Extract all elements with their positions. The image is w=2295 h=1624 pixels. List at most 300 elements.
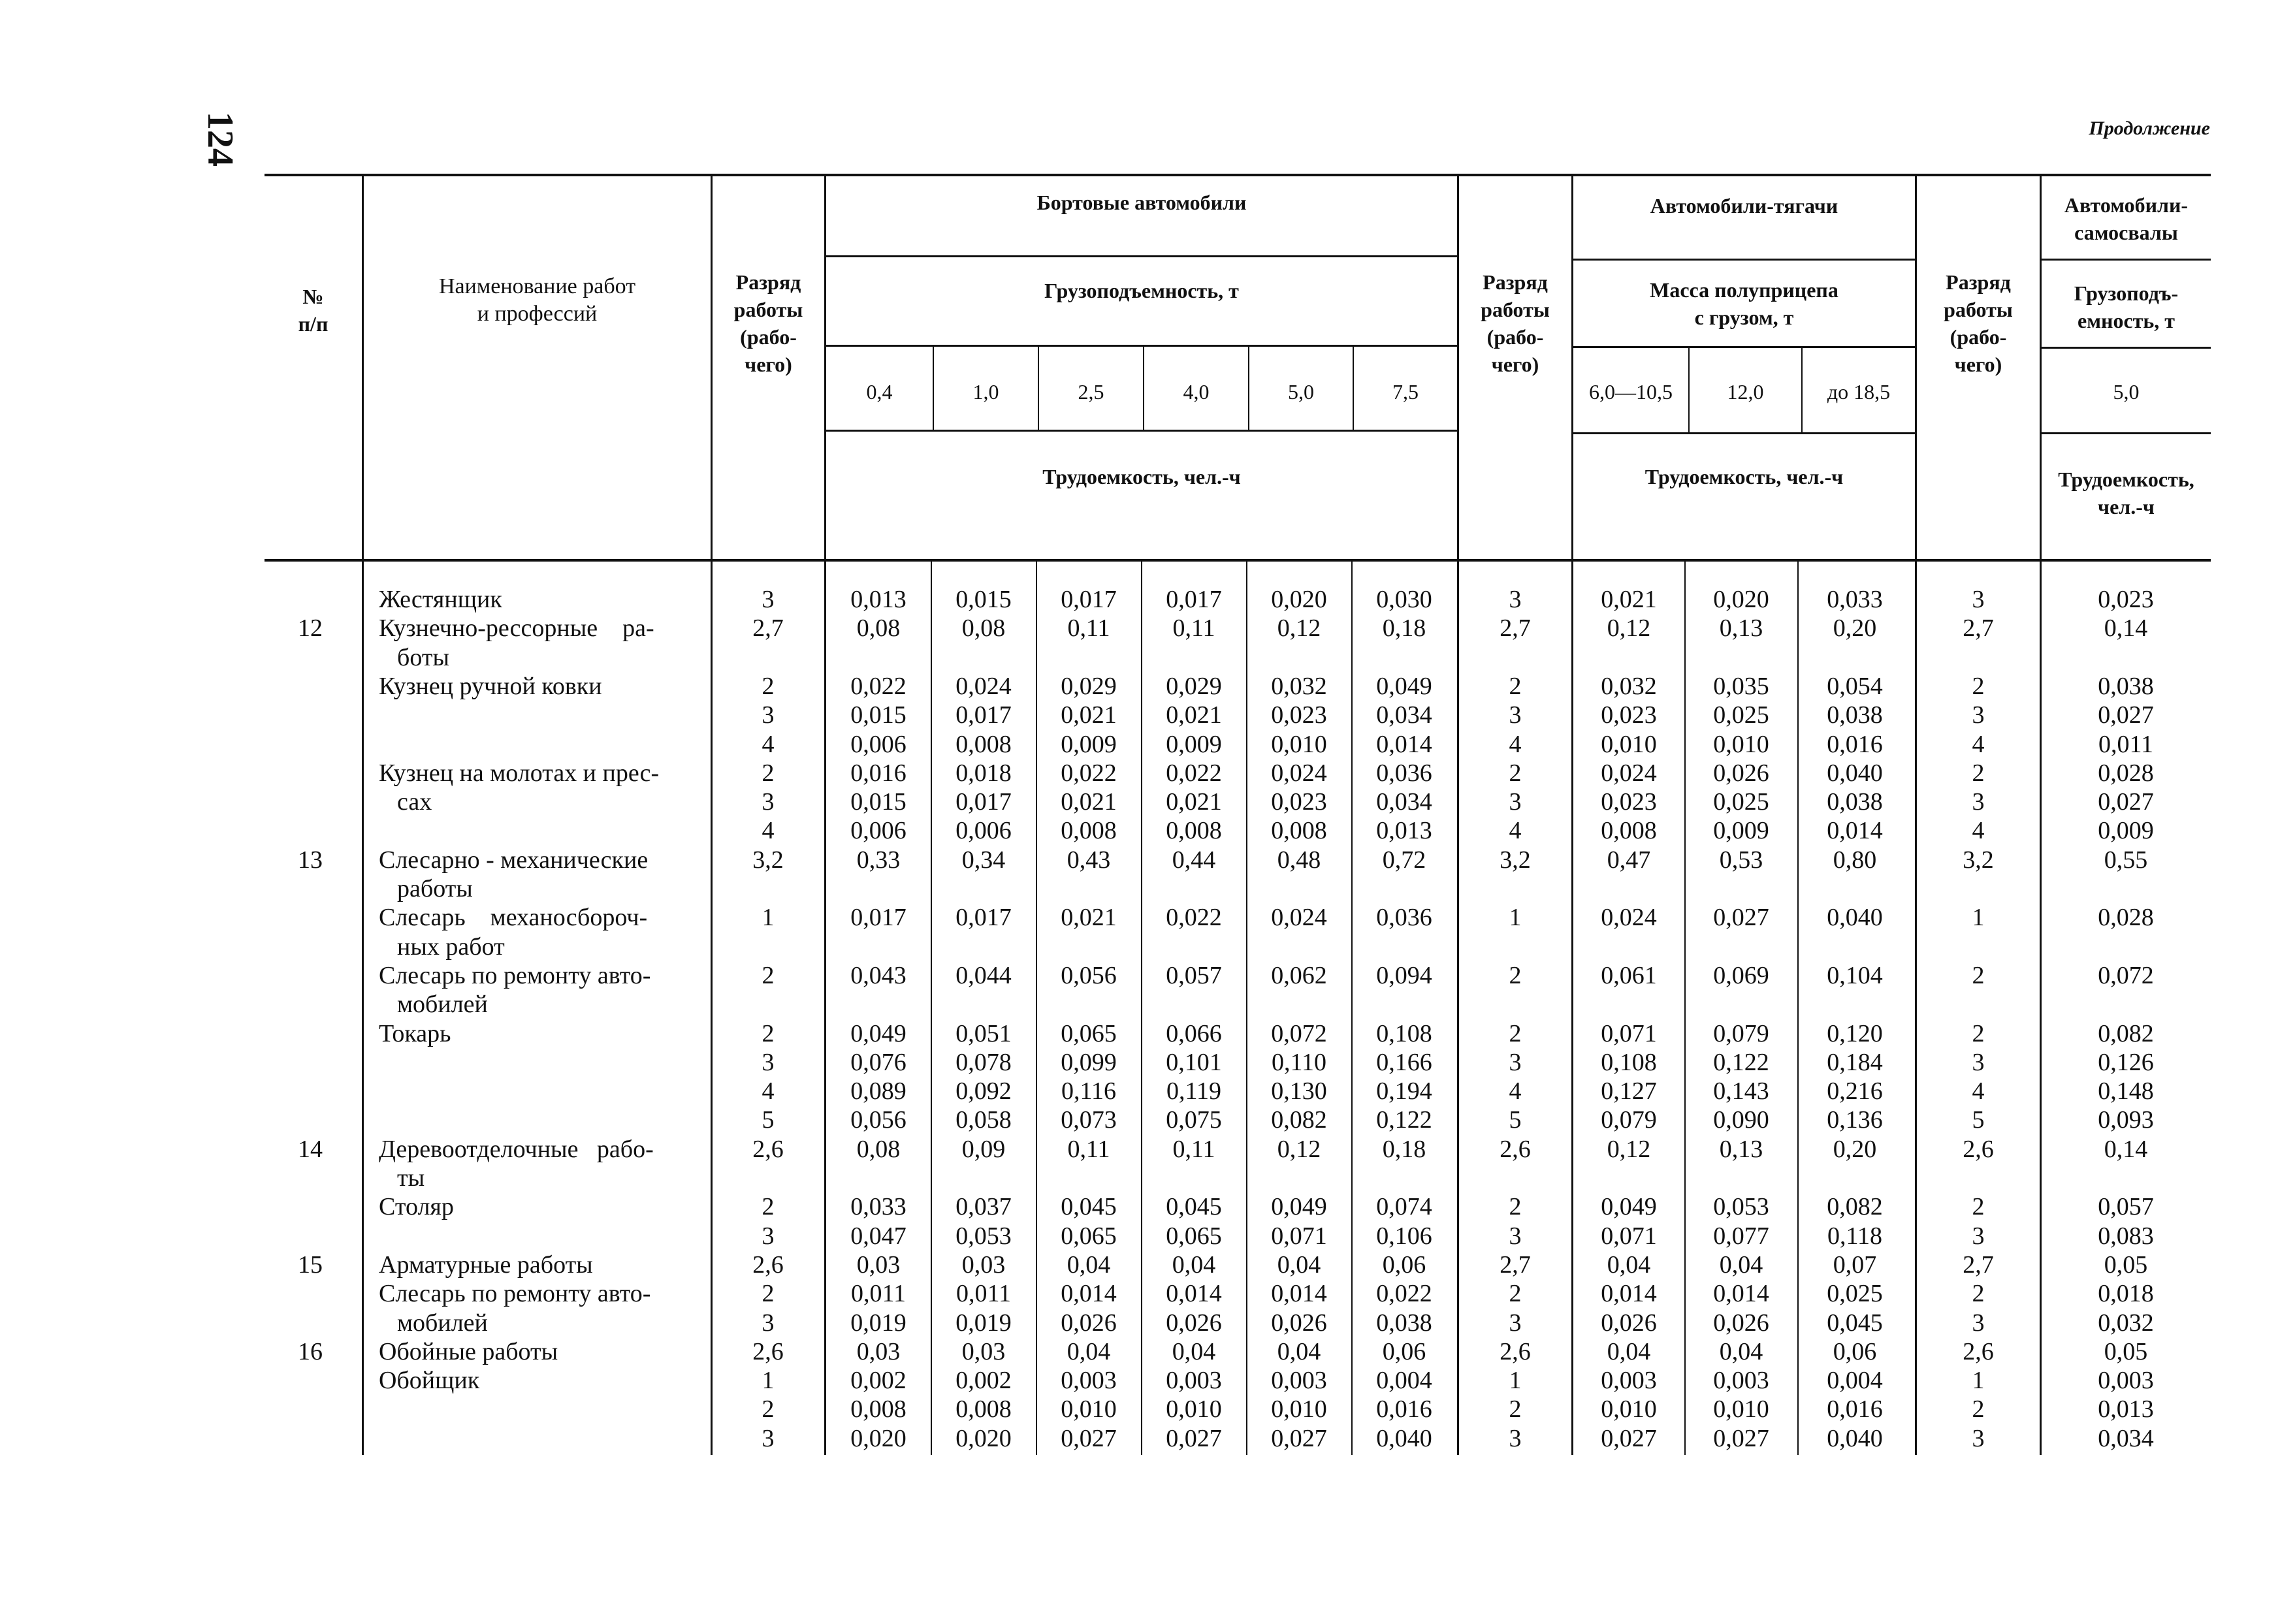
- table-cell: 0,143: [1713, 1077, 1769, 1106]
- table-cell: 0,024: [1271, 759, 1327, 787]
- table-cell: 0,062: [1271, 961, 1327, 989]
- table-cell: 0,027: [1713, 1424, 1769, 1452]
- table-cell: 0,049: [850, 1019, 907, 1047]
- table-cell: 0,014: [1271, 1280, 1327, 1308]
- header-name: Наименование работ и профессий: [438, 274, 636, 326]
- table-cell: 0,008: [955, 1395, 1012, 1424]
- table-cell: 0,038: [1827, 788, 1883, 816]
- work-name: ты: [397, 1164, 425, 1192]
- table-cell: 4: [762, 730, 775, 758]
- table-cell: 4: [762, 817, 775, 845]
- table-cell: 0,006: [955, 817, 1012, 845]
- table-cell: 0,011: [955, 1280, 1012, 1308]
- table-cell: 0,078: [955, 1048, 1012, 1076]
- table-cell: 0,022: [1376, 1280, 1432, 1308]
- table-cell: 0,034: [1376, 701, 1432, 729]
- table-cell: 0,004: [1827, 1367, 1883, 1395]
- table-cell: 0,13: [1719, 614, 1763, 643]
- table-cell: 0,18: [1382, 614, 1426, 643]
- table-cell: 0,025: [1713, 788, 1769, 816]
- table-cell: 3: [762, 1048, 775, 1076]
- table-cell: 0,07: [1833, 1250, 1877, 1279]
- table-cell: 0,040: [1827, 904, 1883, 932]
- rule-dump-group: [2040, 259, 2211, 261]
- table-cell: 0,075: [1166, 1106, 1222, 1134]
- header-rank: Разряд работы (рабо- чего): [733, 270, 803, 376]
- table-cell: 3: [1509, 1222, 1522, 1250]
- table-cell: 0,118: [1827, 1222, 1883, 1250]
- table-cell: 0,014: [1827, 817, 1883, 845]
- table-cell: 3: [762, 701, 775, 729]
- work-name: мобилей: [397, 1309, 488, 1337]
- table-cell: 0,130: [1271, 1077, 1327, 1106]
- table-cell: 5: [1972, 1106, 1985, 1134]
- table-cell: 0,079: [1601, 1106, 1657, 1134]
- header-rank2: Разряд работы (рабо- чего): [1481, 270, 1550, 376]
- table-cell: 0,014: [1166, 1280, 1222, 1308]
- table-cell: 0,002: [955, 1367, 1012, 1395]
- table-cell: 0,03: [856, 1250, 901, 1279]
- table-cell: 4: [1972, 817, 1985, 845]
- table-cell: 0,045: [1827, 1309, 1883, 1337]
- table-cell: 0,017: [955, 904, 1012, 932]
- header-dump-group: Автомобили- самосвалы: [2064, 193, 2189, 244]
- table-cell: 0,074: [1376, 1193, 1432, 1221]
- table-cell: 0,028: [2098, 759, 2154, 787]
- table-cell: 4: [1509, 817, 1522, 845]
- table-cell: 0,026: [1713, 1309, 1769, 1337]
- table-cell: 0,108: [1376, 1019, 1432, 1047]
- table-cell: 2: [762, 1395, 775, 1424]
- table-cell: 2: [1509, 1193, 1522, 1221]
- table-cell: 2: [762, 1019, 775, 1047]
- table-cell: 0,11: [1172, 614, 1215, 643]
- table-cell: 0,003: [1601, 1367, 1657, 1395]
- header-capacity: Грузоподъемность, т: [1044, 279, 1239, 302]
- table-cell: 0,006: [850, 817, 907, 845]
- table-cell: 0,194: [1376, 1077, 1432, 1106]
- table-cell: 2: [1972, 1280, 1985, 1308]
- table-cell: 0,44: [1172, 846, 1216, 874]
- table-cell: 0,06: [1833, 1337, 1877, 1365]
- table-cell: 0,009: [1061, 730, 1117, 758]
- table-cell: 2: [762, 1193, 775, 1221]
- table-cell: 0,038: [1827, 701, 1883, 729]
- table-cell: 0,010: [1713, 730, 1769, 758]
- table-cell: 0,119: [1166, 1077, 1222, 1106]
- table-cell: 0,010: [1601, 1395, 1657, 1424]
- table-cell: 0,027: [1601, 1424, 1657, 1452]
- header-semitrailer-mass: Масса полуприцепа с грузом, т: [1650, 278, 1838, 329]
- table-cell: 0,184: [1827, 1048, 1883, 1076]
- table-cell: 0,008: [1166, 817, 1222, 845]
- table-cell: 0,021: [1061, 904, 1117, 932]
- table-cell: 0,073: [1061, 1106, 1117, 1134]
- table-cell: 3: [762, 788, 775, 816]
- table-cell: 0,03: [961, 1250, 1006, 1279]
- table-cell: 0,090: [1713, 1106, 1769, 1134]
- row-number: 12: [298, 614, 323, 643]
- table-cell: 0,017: [1061, 586, 1117, 613]
- table-cell: 0,026: [1713, 759, 1769, 787]
- table-cell: 3: [1509, 586, 1522, 613]
- table-cell: 2,7: [752, 614, 784, 643]
- table-cell: 0,056: [850, 1106, 907, 1134]
- table-cell: 0,021: [1061, 701, 1117, 729]
- rule-board-capacity: [824, 345, 1458, 347]
- table-cell: 3: [1509, 1048, 1522, 1076]
- table-cell: 0,47: [1607, 846, 1651, 874]
- table-cell: 0,051: [955, 1019, 1012, 1047]
- table-cell: 0,04: [1607, 1337, 1651, 1365]
- table-cell: 0,018: [2098, 1280, 2154, 1308]
- table-cell: 0,024: [955, 672, 1012, 700]
- vrule-sub: [1797, 562, 1799, 1455]
- table-cell: 0,023: [1601, 701, 1657, 729]
- table-cell: 0,077: [1713, 1222, 1769, 1250]
- table-cell: 0,126: [2098, 1048, 2154, 1076]
- work-name: Токарь: [379, 1019, 451, 1047]
- table-cell: 1: [762, 1367, 775, 1395]
- table-cell: 0,038: [2098, 672, 2154, 700]
- work-name: сах: [397, 788, 432, 816]
- table-cell: 0,021: [1601, 586, 1657, 613]
- table-cell: 3: [1509, 1309, 1522, 1337]
- table-cell: 4: [1972, 730, 1985, 758]
- row-number: 14: [298, 1135, 323, 1163]
- work-name: Обойные работы: [379, 1337, 558, 1365]
- table-cell: 0,023: [1271, 788, 1327, 816]
- work-name: боты: [397, 643, 449, 671]
- table-cell: 2: [1509, 1019, 1522, 1047]
- table-cell: 0,008: [1271, 817, 1327, 845]
- table-cell: 0,076: [850, 1048, 907, 1076]
- table-cell: 0,010: [1271, 730, 1327, 758]
- table-cell: 0,009: [1713, 817, 1769, 845]
- table-cell: 0,043: [850, 961, 907, 989]
- work-name: Кузнечно-рессорные ра-: [379, 614, 654, 643]
- header-labor-tractors: Трудоемкость, чел.-ч: [1645, 465, 1844, 488]
- table-cell: 0,20: [1833, 1135, 1877, 1163]
- table-cell: 0,08: [856, 1135, 901, 1163]
- capacity-value: 4,0: [1183, 380, 1210, 404]
- table-cell: 0,55: [2104, 846, 2148, 874]
- header-num: № п/п: [298, 285, 329, 336]
- table-cell: 2,6: [752, 1135, 784, 1163]
- table-cell: 2: [762, 1280, 775, 1308]
- table-cell: 0,035: [1713, 672, 1769, 700]
- table-cell: 2: [1972, 961, 1985, 989]
- table-cell: 0,025: [1827, 1280, 1883, 1308]
- table-cell: 0,116: [1061, 1077, 1117, 1106]
- table-cell: 0,028: [2098, 904, 2154, 932]
- rule-tractor-values: [1572, 432, 1915, 434]
- table-cell: 0,013: [1376, 817, 1432, 845]
- table-cell: 3: [1972, 1309, 1985, 1337]
- table-cell: 0,34: [961, 846, 1006, 874]
- rule-dump-values: [2040, 432, 2211, 434]
- table-cell: 0,082: [1271, 1106, 1327, 1134]
- table-cell: 0,11: [1067, 614, 1110, 643]
- table-cell: 0,034: [1376, 788, 1432, 816]
- table-cell: 0,009: [1166, 730, 1222, 758]
- table-cell: 0,045: [1061, 1193, 1117, 1221]
- table-cell: 0,027: [1713, 904, 1769, 932]
- table-cell: 0,057: [1166, 961, 1222, 989]
- table-cell: 0,010: [1061, 1395, 1117, 1424]
- table-cell: 0,020: [1271, 586, 1327, 613]
- table-cell: 0,071: [1271, 1222, 1327, 1250]
- rule-dump-capacity: [2040, 347, 2211, 349]
- table-cell: 0,061: [1601, 961, 1657, 989]
- table-cell: 0,110: [1271, 1048, 1327, 1076]
- work-name: Деревоотделочные рабо-: [379, 1135, 654, 1163]
- capacity-value: 7,5: [1392, 380, 1419, 404]
- table-cell: 0,094: [1376, 961, 1432, 989]
- table-cell: 0,082: [1827, 1193, 1883, 1221]
- table-cell: 2,6: [1500, 1337, 1531, 1365]
- table-cell: 2: [762, 759, 775, 787]
- header-tractor-group: Автомобили-тягачи: [1650, 194, 1838, 217]
- work-name: Обойщик: [379, 1367, 480, 1395]
- table-cell: 0,05: [2104, 1337, 2148, 1365]
- table-cell: 0,136: [1827, 1106, 1883, 1134]
- table-cell: 3: [762, 1424, 775, 1452]
- table-cell: 0,021: [1061, 788, 1117, 816]
- table-cell: 3: [1972, 701, 1985, 729]
- table-cell: 0,032: [1271, 672, 1327, 700]
- work-name: Арматурные работы: [379, 1250, 593, 1279]
- vrule-sub: [1684, 562, 1686, 1455]
- header-capacity-dump: Грузоподъ- емность, т: [2074, 281, 2179, 332]
- table-cell: 0,069: [1713, 961, 1769, 989]
- table-cell: 0,14: [2104, 614, 2148, 643]
- table-cell: 0,065: [1061, 1222, 1117, 1250]
- table-cell: 0,027: [2098, 788, 2154, 816]
- table-cell: 0,014: [1376, 730, 1432, 758]
- table-cell: 0,022: [1061, 759, 1117, 787]
- work-name: работы: [397, 875, 473, 902]
- table-cell: 0,036: [1376, 904, 1432, 932]
- table-cell: 4: [1972, 1077, 1985, 1106]
- table-cell: 0,104: [1827, 961, 1883, 989]
- table-cell: 0,003: [1713, 1367, 1769, 1395]
- table-cell: 0,071: [1601, 1019, 1657, 1047]
- table-cell: 0,122: [1713, 1048, 1769, 1076]
- table-cell: 0,092: [955, 1077, 1012, 1106]
- work-name: Слесарь механосбороч-: [379, 904, 648, 932]
- table-cell: 0,008: [850, 1395, 907, 1424]
- table-cell: 4: [1509, 730, 1522, 758]
- table-cell: 0,06: [1382, 1337, 1426, 1365]
- table-cell: 0,216: [1827, 1077, 1883, 1106]
- rule-tractor-mass: [1572, 346, 1915, 348]
- table-cell: 0,099: [1061, 1048, 1117, 1076]
- vrule-sub: [1351, 562, 1353, 1455]
- table-cell: 0,04: [1277, 1250, 1321, 1279]
- table-cell: 0,029: [1166, 672, 1222, 700]
- table-cell: 0,021: [1166, 701, 1222, 729]
- table-cell: 3: [1972, 1048, 1985, 1076]
- row-number: 16: [298, 1337, 323, 1365]
- table-cell: 2: [1972, 672, 1985, 700]
- table-cell: 0,036: [1376, 759, 1432, 787]
- table-cell: 3: [1972, 586, 1985, 613]
- table-cell: 0,04: [1607, 1250, 1651, 1279]
- table-cell: 0,04: [1719, 1337, 1763, 1365]
- table-cell: 2: [762, 961, 775, 989]
- vrule-sub: [931, 562, 932, 1455]
- table-cell: 0,017: [955, 788, 1012, 816]
- table-cell: 0,040: [1827, 1424, 1883, 1452]
- table-cell: 0,06: [1382, 1250, 1426, 1279]
- table-cell: 0,53: [1719, 846, 1763, 874]
- table-cell: 0,05: [2104, 1250, 2148, 1279]
- table-cell: 0,033: [850, 1193, 907, 1221]
- table-cell: 0,024: [1271, 904, 1327, 932]
- table-cell: 3: [762, 1222, 775, 1250]
- mass-value: 6,0—10,5: [1589, 380, 1673, 404]
- table-cell: 2,7: [1963, 614, 1994, 643]
- work-name: Слесарь по ремонту авто-: [379, 1280, 651, 1308]
- work-name: Столяр: [379, 1193, 454, 1221]
- table-cell: 2: [1509, 759, 1522, 787]
- vrule-sub: [1141, 562, 1142, 1455]
- table-cell: 0,101: [1166, 1048, 1222, 1076]
- vrule-sub: [1246, 562, 1247, 1455]
- rule-tractor-group: [1572, 259, 1915, 261]
- table-cell: 0,03: [856, 1337, 901, 1365]
- table-cell: 0,083: [2098, 1222, 2154, 1250]
- table-cell: 0,026: [1061, 1309, 1117, 1337]
- table-cell: 2: [1972, 759, 1985, 787]
- table-cell: 0,008: [1061, 817, 1117, 845]
- work-name: Слесарно - механические: [379, 846, 649, 874]
- table-cell: 1: [1509, 1367, 1522, 1395]
- vrule-name-left: [362, 174, 364, 1455]
- table-cell: 0,009: [2098, 817, 2154, 845]
- table-cell: 0,04: [1067, 1250, 1111, 1279]
- table-cell: 0,13: [1719, 1135, 1763, 1163]
- table-cell: 2: [1509, 1395, 1522, 1424]
- header-labor-dump: Трудоемкость, чел.-ч: [2058, 468, 2194, 518]
- table-cell: 0,011: [2098, 730, 2154, 758]
- table-cell: 0,108: [1601, 1048, 1657, 1076]
- table-cell: 0,040: [1827, 759, 1883, 787]
- table-cell: 0,014: [1601, 1280, 1657, 1308]
- table-cell: 3: [762, 586, 775, 613]
- table-cell: 0,12: [1607, 1135, 1651, 1163]
- table-cell: 0,058: [955, 1106, 1012, 1134]
- table-cell: 0,037: [955, 1193, 1012, 1221]
- table-cell: 0,12: [1607, 614, 1651, 643]
- table-cell: 0,071: [1601, 1222, 1657, 1250]
- header-board-group: Бортовые автомобили: [1036, 191, 1247, 214]
- table-cell: 0,013: [2098, 1395, 2154, 1424]
- table-cell: 0,11: [1067, 1135, 1110, 1163]
- table-cell: 0,065: [1166, 1222, 1222, 1250]
- table-cell: 2,6: [1963, 1135, 1994, 1163]
- work-name: Кузнец на молотах и прес-: [379, 759, 660, 787]
- table-cell: 0,04: [1067, 1337, 1111, 1365]
- table-cell: 2: [1509, 672, 1522, 700]
- table-cell: 0,049: [1376, 672, 1432, 700]
- table-cell: 2,6: [1963, 1337, 1994, 1365]
- table-cell: 3: [1509, 788, 1522, 816]
- table-cell: 0,43: [1067, 846, 1111, 874]
- header-bottom-rule: [265, 559, 2211, 562]
- table-cell: 3,2: [1963, 846, 1994, 874]
- rule-board-values: [824, 430, 1458, 432]
- table-cell: 0,017: [955, 701, 1012, 729]
- table-cell: 0,013: [850, 586, 907, 613]
- table-cell: 0,025: [1713, 701, 1769, 729]
- table-cell: 0,004: [1376, 1367, 1432, 1395]
- header-labor-board: Трудоемкость, чел.-ч: [1042, 465, 1241, 488]
- table-cell: 0,033: [1827, 586, 1883, 613]
- table-cell: 0,11: [1172, 1135, 1215, 1163]
- table-cell: 0,027: [1061, 1424, 1117, 1452]
- continuation-label: Продолжение: [2089, 118, 2210, 139]
- table-cell: 0,027: [1271, 1424, 1327, 1452]
- table-cell: 2: [1509, 1280, 1522, 1308]
- table-cell: 0,12: [1277, 1135, 1321, 1163]
- table-cell: 0,014: [1713, 1280, 1769, 1308]
- table-cell: 0,072: [1271, 1019, 1327, 1047]
- dump-capacity-value: 5,0: [2113, 380, 2140, 404]
- table-cell: 0,023: [2098, 586, 2154, 613]
- table-cell: 0,016: [1827, 730, 1883, 758]
- table-cell: 0,010: [1713, 1395, 1769, 1424]
- table-cell: 0,027: [2098, 701, 2154, 729]
- table-cell: 0,003: [1271, 1367, 1327, 1395]
- table-cell: 0,010: [1601, 730, 1657, 758]
- table-cell: 0,14: [2104, 1135, 2148, 1163]
- table-cell: 0,026: [1271, 1309, 1327, 1337]
- table-cell: 0,003: [2098, 1367, 2154, 1395]
- table-cell: 0,18: [1382, 1135, 1426, 1163]
- table-cell: 0,027: [1166, 1424, 1222, 1452]
- table-cell: 2,6: [1500, 1135, 1531, 1163]
- table-cell: 0,066: [1166, 1019, 1222, 1047]
- table-cell: 2: [1972, 1395, 1985, 1424]
- table-cell: 0,054: [1827, 672, 1883, 700]
- table-cell: 3: [1972, 1222, 1985, 1250]
- table-cell: 0,034: [2098, 1424, 2154, 1452]
- table-cell: 0,03: [961, 1337, 1006, 1365]
- table-cell: 0,33: [856, 846, 901, 874]
- table-cell: 0,017: [850, 904, 907, 932]
- table-cell: 0,12: [1277, 614, 1321, 643]
- table-cell: 0,040: [1376, 1424, 1432, 1452]
- table-cell: 0,002: [850, 1367, 907, 1395]
- table-cell: 0,20: [1833, 614, 1877, 643]
- table-cell: 0,045: [1166, 1193, 1222, 1221]
- capacity-value: 1,0: [972, 380, 999, 404]
- table-cell: 0,148: [2098, 1077, 2154, 1106]
- table-cell: 0,057: [2098, 1193, 2154, 1221]
- work-name: ных работ: [397, 932, 505, 961]
- table-cell: 0,015: [850, 788, 907, 816]
- table-cell: 0,016: [1827, 1395, 1883, 1424]
- table-cell: 3,2: [1500, 846, 1531, 874]
- table-cell: 0,032: [2098, 1309, 2154, 1337]
- table-cell: 0,019: [955, 1309, 1012, 1337]
- table-cell: 0,026: [1601, 1309, 1657, 1337]
- work-name: Жестянщик: [379, 586, 502, 613]
- table-cell: 0,80: [1833, 846, 1877, 874]
- table-cell: 2: [1509, 961, 1522, 989]
